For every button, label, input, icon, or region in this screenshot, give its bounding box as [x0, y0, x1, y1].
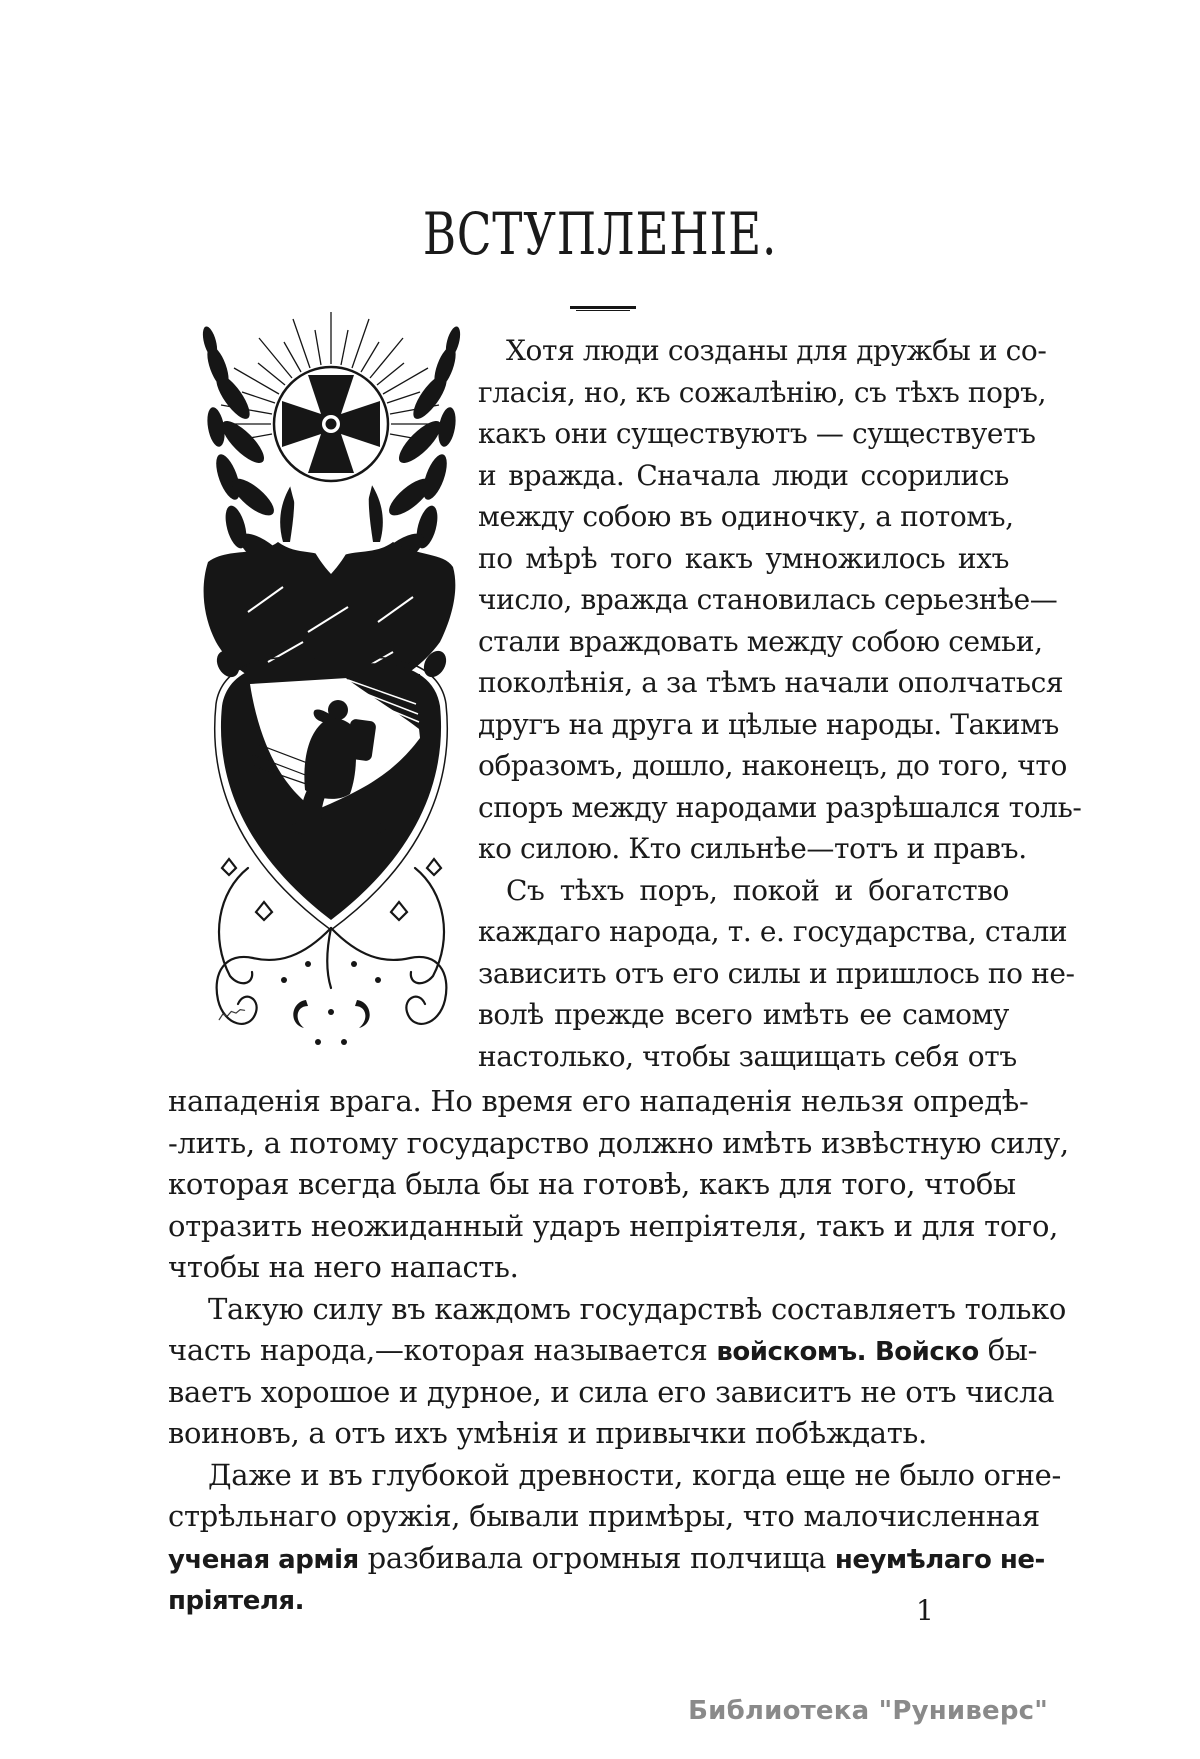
text-segment [866, 1333, 875, 1367]
bold-term: неумѣлаго не- [834, 1544, 1045, 1575]
bold-term: пріятеля. [168, 1586, 304, 1616]
text-line [168, 1330, 1038, 1372]
text-segment: бы- [978, 1333, 1038, 1367]
text-segment: разбивала огромныя полчища [358, 1540, 835, 1575]
text-line: стрѣльнаго оружія, бывали примѣры, что малочисленная [168, 1499, 1040, 1533]
bold-term: ученая армія [168, 1544, 359, 1575]
text-line: и вражда. Сначала люди ссорились [478, 458, 1009, 492]
text-line: волѣ прежде всего имѣть ее самому [478, 998, 1009, 1031]
text-line: настолько, чтобы защищать себя отъ [478, 1039, 1017, 1073]
text-line: Такую силу въ каждомъ государствѣ составляетъ только [208, 1291, 1067, 1326]
text-segment: часть народа,—которая называется [168, 1333, 717, 1367]
text-line: гласія, но, къ сожалѣнію, съ тѣхъ поръ, [478, 375, 1047, 409]
text-line [168, 1538, 1045, 1580]
text-line [168, 1579, 1009, 1621]
text-line: какъ они существуютъ — существуетъ [478, 417, 1036, 450]
military-emblem-engraving [188, 312, 475, 1064]
text-line: нападенія врага. Но время его нападенія нельзя опредѣ- [168, 1084, 1029, 1118]
text-line: каждаго народа, т. е. государства, стали [478, 915, 1068, 948]
text-line: Съ тѣхъ поръ, покой и богатство [506, 873, 1009, 907]
text-line: между собою въ одиночку, а потомъ, [478, 500, 1014, 533]
text-line: воиновъ, а отъ ихъ умѣнія и привычки побѣждать. [168, 1416, 927, 1450]
text-line: ко силою. Кто сильнѣе—тотъ и правъ. [478, 832, 1027, 865]
text-line: споръ между народами разрѣшался толь- [478, 790, 1082, 824]
text-line: чтобы на него напасть. [168, 1250, 519, 1284]
text-line: зависить отъ его силы и пришлось по не- [478, 956, 1075, 990]
title-divider-rule [570, 306, 636, 309]
page-number: 1 [916, 1594, 934, 1627]
text-line: поколѣнія, а за тѣмъ начали ополчаться [478, 666, 1064, 699]
shield-vignette-icon [212, 647, 450, 930]
page-title: ВСТУПЛЕНІЕ. [422, 200, 778, 268]
text-line: стали враждовать между собою семьи, [478, 624, 1043, 658]
text-line: по мѣрѣ того какъ умножилось ихъ [478, 541, 1009, 575]
maltese-cross-medal-icon [274, 367, 388, 574]
body-text-wrap-column [478, 330, 1082, 1077]
text-line: Хотя люди созданы для дружбы и со- [506, 334, 1047, 367]
text-line: Даже и въ глубокой древности, когда еще не было огне- [208, 1457, 1061, 1492]
text-line: отразить неожиданный ударъ непріятеля, такъ и для того, [168, 1208, 1059, 1243]
text-line: которая всегда была бы на готовѣ, какъ для того, чтобы [168, 1167, 1016, 1201]
library-watermark: Библиотека "Руниверс" [688, 1696, 1048, 1726]
bold-term: Войско [874, 1337, 979, 1367]
text-line: число, вражда становилась серьезнѣе— [478, 583, 1058, 616]
text-line: ваетъ хорошое и дурное, и сила его зависитъ не отъ числа [168, 1374, 1055, 1409]
text-line: -лить, а потому государство должно имѣть извѣстную силу, [168, 1125, 1069, 1160]
text-line: образомъ, дошло, наконецъ, до того, что [478, 749, 1067, 782]
body-text-full-width [168, 1081, 1069, 1621]
bold-term: войскомъ. [716, 1337, 867, 1367]
text-line: другъ на друга и цѣлые народы. Такимъ [478, 707, 1059, 741]
